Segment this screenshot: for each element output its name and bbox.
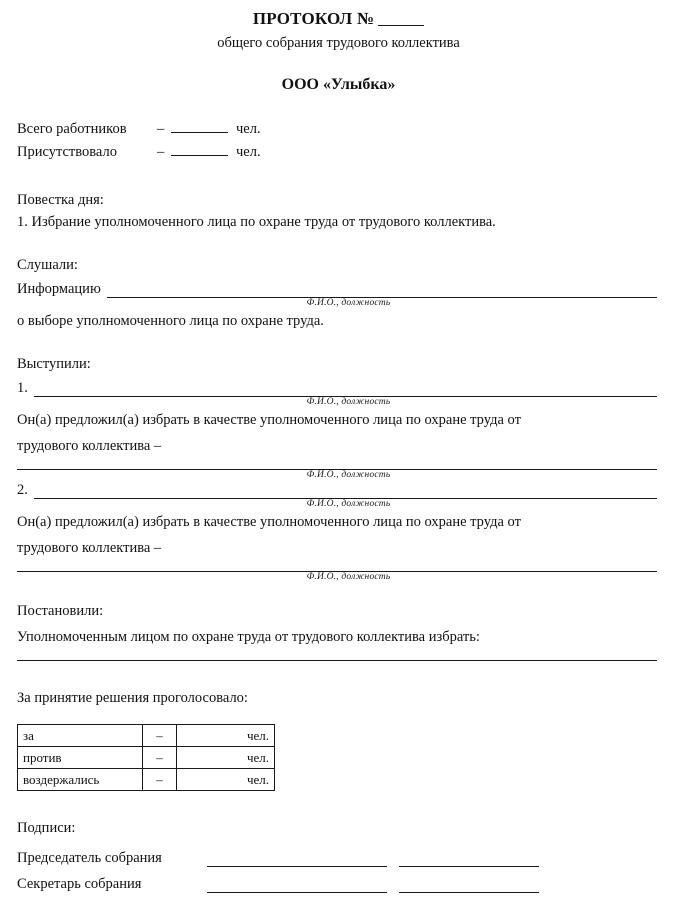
vote-row-label: против [18,746,143,768]
vote-row-unit[interactable]: чел. [177,768,275,790]
signatures-section [17,821,660,894]
count-label: Присутствовало [17,143,117,160]
spacer [17,371,660,380]
spoke-entry [17,482,660,582]
count-row [17,120,660,143]
spoke-entry-row [17,482,660,499]
spacer [17,272,660,281]
count-label: Всего работников [17,120,127,137]
table-row [18,724,275,746]
signature-blank-sign[interactable] [399,878,539,893]
signature-row [17,841,660,867]
count-unit: чел. [236,143,261,160]
spoke-entry-number: 1. [17,380,28,397]
count-value-blank[interactable] [171,143,228,156]
signature-row [17,867,660,893]
vote-row-dash: – [143,724,177,746]
spacer [17,644,660,660]
vote-row-dash: – [143,768,177,790]
vote-heading: За принятие решения проголосовало: [17,690,248,707]
count-value-blank[interactable] [171,120,228,133]
spoke-entry-body-line1: Он(а) предложил(а) избрать в качестве уполномоченного лица по охране труда от [17,514,521,531]
organization-name: ООО «Улыбка» [281,75,396,93]
count-dash: – [157,120,165,137]
heard-heading: Слушали: [17,256,78,273]
table-row [18,746,275,768]
heard-info-blank[interactable] [107,284,657,298]
spoke-entry [17,380,660,480]
agenda-heading: Повестка дня: [17,191,104,208]
heard-info-label: Информацию [17,281,101,298]
field-caption: Ф.И.О., должность [306,499,391,510]
signature-blank-sign[interactable] [399,852,539,867]
spoke-entry-body-line2: трудового коллектива – [17,539,162,556]
page-title [17,0,660,29]
spoke-entry-blank[interactable] [34,383,657,397]
spoke-section [17,357,660,583]
field-caption: Ф.И.О., должность [306,470,391,481]
vote-row-label: воздержались [18,768,143,790]
resolved-body: Уполномоченным лицом по охране труда от трудового коллектива избрать: [17,628,480,645]
count-row [17,143,660,166]
table-row [18,768,275,790]
spoke-entry-body-line1: Он(а) предложил(а) избрать в качестве уполномоченного лица по охране труда от [17,412,521,429]
heard-body: о выборе уполномоченного лица по охране труда. [17,313,324,330]
heard-section [17,258,660,329]
spoke-entry-number: 2. [17,482,28,499]
counts-section [17,120,660,166]
spoke-heading: Выступили: [17,355,91,372]
resolved-heading: Постановили: [17,603,104,620]
field-caption: Ф.И.О., должность [306,298,391,309]
field-caption: Ф.И.О., должность [306,572,391,583]
page-title-text: ПРОТОКОЛ № [252,9,375,28]
signature-label: Секретарь собрания [17,876,142,893]
spacer [17,555,660,571]
count-dash: – [157,143,165,160]
agenda-item: 1. Избрание уполномоченного лица по охране труда от трудового коллектива. [17,214,496,231]
vote-row-unit[interactable]: чел. [177,746,275,768]
heard-info-row [17,281,660,298]
protocol-number-blank[interactable] [378,25,424,26]
field-caption: Ф.И.О., должность [306,397,391,408]
spoke-entry-blank[interactable] [34,485,657,499]
signature-label: Председатель собрания [17,850,162,867]
spoke-entry-row [17,380,660,397]
signatures-heading: Подписи: [17,819,76,836]
resolved-name-blank[interactable] [17,660,657,661]
agenda-section [17,193,660,230]
spoke-entry-body-line2: трудового коллектива – [17,437,162,454]
signature-blank-name[interactable] [207,852,387,867]
vote-section [17,691,660,791]
count-unit: чел. [236,120,261,137]
vote-table [17,724,275,791]
vote-row-unit[interactable]: чел. [177,724,275,746]
page-subtitle: общего собрания трудового коллектива [217,34,460,51]
spacer [17,453,660,469]
signature-blank-name[interactable] [207,878,387,893]
resolved-section [17,604,660,661]
vote-row-dash: – [143,746,177,768]
vote-row-label: за [18,724,143,746]
